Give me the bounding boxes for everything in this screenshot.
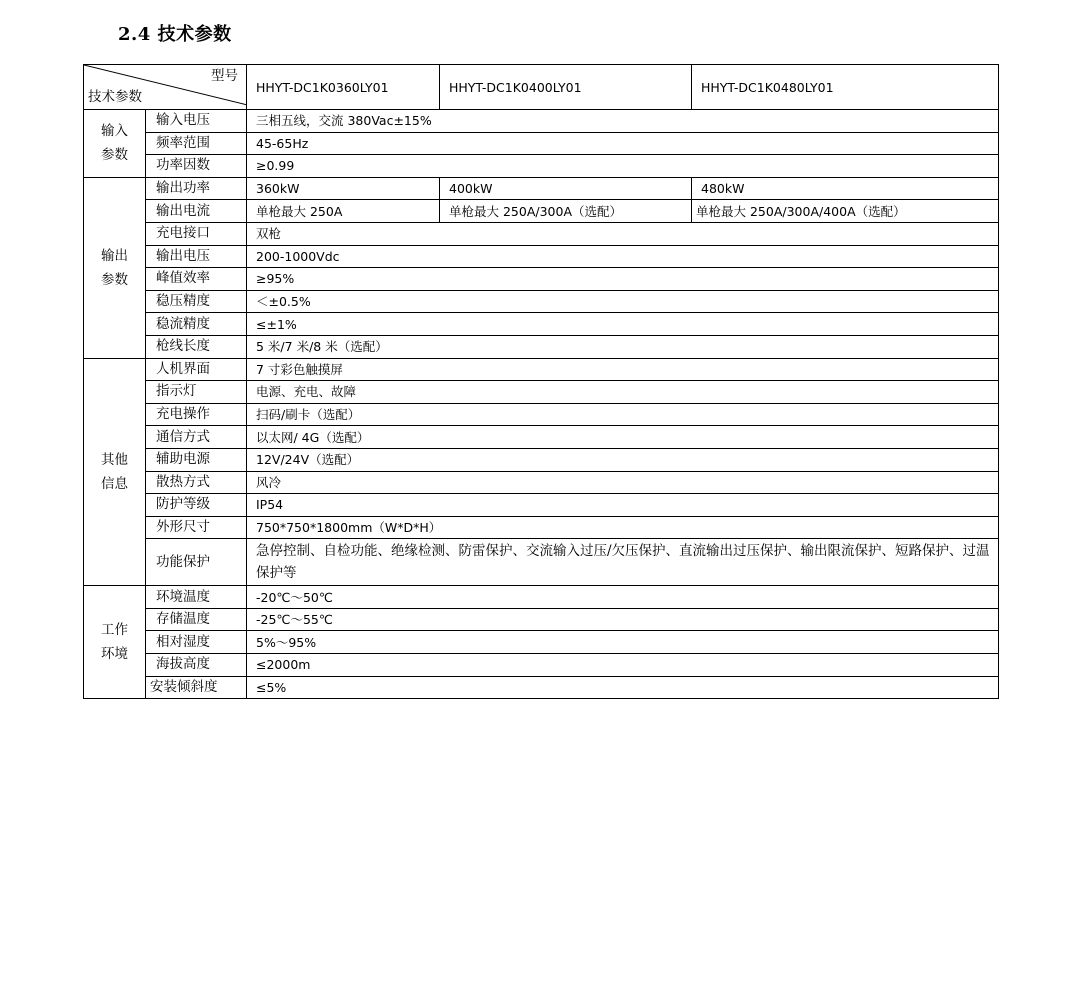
table-row <box>84 110 999 133</box>
group-label-input: 输入 参数 <box>84 110 146 178</box>
param-value: 双枪 <box>247 222 999 245</box>
param-label: 稳压精度 <box>146 290 247 313</box>
table-row <box>84 539 999 586</box>
param-value: ≤2000m <box>247 654 999 677</box>
param-label: 环境温度 <box>146 586 247 609</box>
param-value: 电源、充电、故障 <box>247 381 999 404</box>
param-value: 单枪最大 250A/300A（选配） <box>440 200 692 223</box>
table-row <box>84 608 999 631</box>
param-label: 充电接口 <box>146 222 247 245</box>
param-value: ≥95% <box>247 268 999 291</box>
table-row <box>84 426 999 449</box>
group-label-other: 其他 信息 <box>84 358 146 586</box>
param-value: -20℃～50℃ <box>247 586 999 609</box>
param-value: 风冷 <box>247 471 999 494</box>
param-label: 功率因数 <box>146 155 247 178</box>
header-row <box>84 65 999 110</box>
param-label: 枪线长度 <box>146 335 247 358</box>
param-value: 单枪最大 250A <box>247 200 440 223</box>
table-row <box>84 586 999 609</box>
param-value: 5 米/7 米/8 米（选配） <box>247 335 999 358</box>
param-label: 充电操作 <box>146 403 247 426</box>
param-value: 480kW <box>692 177 999 200</box>
table-row <box>84 676 999 699</box>
param-label: 海拔高度 <box>146 654 247 677</box>
table-row <box>84 200 999 223</box>
param-label: 功能保护 <box>146 539 247 586</box>
table-row <box>84 654 999 677</box>
param-value: ＜±0.5% <box>247 290 999 313</box>
param-label: 峰值效率 <box>146 268 247 291</box>
table-row <box>84 358 999 381</box>
group-label-env: 工作 环境 <box>84 586 146 699</box>
header-corner-cell <box>84 65 247 110</box>
param-label: 输入电压 <box>146 110 247 133</box>
model-header: HHYT-DC1K0400LY01 <box>440 65 692 110</box>
corner-label-params: 技术参数 <box>88 89 142 105</box>
param-value: 急停控制、自检功能、绝缘检测、防雷保护、交流输入过压/欠压保护、直流输出过压保护、输出限流保护、短路保护、过温保护等 <box>247 539 999 586</box>
table-row <box>84 222 999 245</box>
param-value: -25℃～55℃ <box>247 608 999 631</box>
param-label: 输出功率 <box>146 177 247 200</box>
param-label: 输出电压 <box>146 245 247 268</box>
param-value: ≤5% <box>247 676 999 699</box>
param-value: 12V/24V（选配） <box>247 448 999 471</box>
corner-label-model: 型号 <box>211 68 238 84</box>
param-value: ≥0.99 <box>247 155 999 178</box>
model-header: HHYT-DC1K0360LY01 <box>247 65 440 110</box>
table-row <box>84 516 999 539</box>
param-label: 辅助电源 <box>146 448 247 471</box>
table-row <box>84 403 999 426</box>
param-label: 人机界面 <box>146 358 247 381</box>
param-label: 输出电流 <box>146 200 247 223</box>
table-row <box>84 268 999 291</box>
table-row <box>84 245 999 268</box>
table-row <box>84 313 999 336</box>
group-label-output: 输出 参数 <box>84 177 146 358</box>
param-label: 稳流精度 <box>146 313 247 336</box>
param-label: 频率范围 <box>146 132 247 155</box>
table-row <box>84 155 999 178</box>
table-row <box>84 177 999 200</box>
param-label: 安装倾斜度 <box>146 676 247 699</box>
param-label: 散热方式 <box>146 471 247 494</box>
param-value: 750*750*1800mm（W*D*H） <box>247 516 999 539</box>
model-header: HHYT-DC1K0480LY01 <box>692 65 999 110</box>
param-value: 400kW <box>440 177 692 200</box>
table-row <box>84 448 999 471</box>
param-value: 三相五线，交流 380Vac±15% <box>247 110 999 133</box>
table-row <box>84 381 999 404</box>
table-row <box>84 631 999 654</box>
param-label: 防护等级 <box>146 494 247 517</box>
param-value: IP54 <box>247 494 999 517</box>
param-value: 单枪最大 250A/300A/400A（选配） <box>692 200 999 223</box>
param-value: 45-65Hz <box>247 132 999 155</box>
table-row <box>84 335 999 358</box>
param-value: 200-1000Vdc <box>247 245 999 268</box>
param-value: 7 寸彩色触摸屏 <box>247 358 999 381</box>
table-row <box>84 290 999 313</box>
spec-table <box>83 64 999 699</box>
param-value: 扫码/刷卡（选配） <box>247 403 999 426</box>
param-value: 5%～95% <box>247 631 999 654</box>
param-value: 以太网/ 4G（选配） <box>247 426 999 449</box>
param-label: 指示灯 <box>146 381 247 404</box>
table-row <box>84 471 999 494</box>
param-label: 存储温度 <box>146 608 247 631</box>
param-label: 通信方式 <box>146 426 247 449</box>
param-label: 外形尺寸 <box>146 516 247 539</box>
param-value: ≤±1% <box>247 313 999 336</box>
param-value: 360kW <box>247 177 440 200</box>
table-row <box>84 132 999 155</box>
section-title: 2.4 技术参数 <box>118 24 232 45</box>
table-row <box>84 494 999 517</box>
param-label: 相对湿度 <box>146 631 247 654</box>
